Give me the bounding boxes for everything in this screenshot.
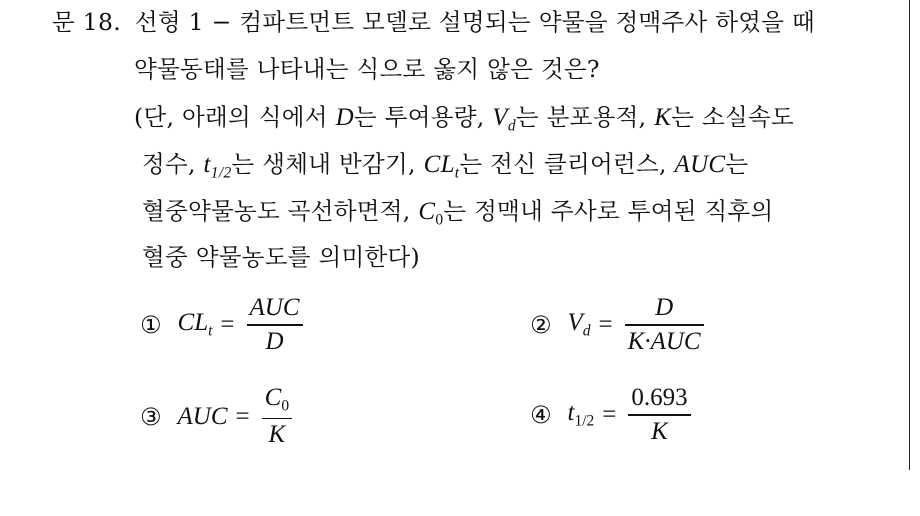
- option-3[interactable]: [140, 385, 296, 449]
- equals-sign: =: [598, 311, 613, 339]
- symbol-C0: $C_0$: [418, 198, 444, 229]
- numerator: AUC: [249, 294, 300, 321]
- note-text: (단, 아래의 식에서: [134, 103, 336, 131]
- equals-sign: =: [602, 401, 617, 429]
- note-line-4: [142, 243, 421, 271]
- note-line-2: [142, 152, 748, 181]
- symbol-K: K: [654, 104, 672, 131]
- numerator: D: [655, 294, 674, 321]
- symbol-D: D: [335, 104, 354, 131]
- note-text: 는 분포용적,: [515, 103, 655, 131]
- note-text: 는 투여용량,: [353, 103, 493, 131]
- formula-lhs: $t_{1/2}$: [567, 399, 595, 430]
- option-4[interactable]: [530, 385, 695, 445]
- symbol-V: $V_d$: [492, 104, 516, 135]
- fraction: [262, 385, 292, 449]
- denominator: D: [265, 327, 284, 355]
- note-text: 는 정맥내 주사로 투여된 직후의: [443, 197, 774, 225]
- question-stem-line-1: [52, 8, 816, 36]
- note-text: 는: [725, 150, 749, 178]
- option-marker: ①: [140, 311, 162, 340]
- denominator: K: [268, 421, 286, 449]
- question-number: 문 18.: [52, 8, 122, 36]
- note-text: 는 소실속도: [671, 103, 794, 131]
- denominator: K: [651, 417, 668, 445]
- option-marker: ④: [530, 401, 552, 430]
- question-stem-line-2: [134, 55, 600, 83]
- numerator: 0.693: [631, 384, 688, 411]
- option-1[interactable]: [140, 295, 307, 355]
- numerator: $C_0$: [264, 384, 290, 415]
- symbol-AUC: AUC: [674, 151, 726, 178]
- note-text: 는 전신 클리어런스,: [459, 150, 675, 178]
- symbol-t-half: $t_{1/2}$: [203, 151, 232, 182]
- option-marker: ③: [140, 402, 162, 431]
- equals-sign: =: [220, 311, 235, 339]
- question-text: 선형 1 − 컴파트먼트 모델로 설명되는 약물을 정맥주사 하였을 때: [134, 8, 816, 36]
- note-text: 혈중약물농도 곡선하면적,: [142, 197, 419, 225]
- symbol-CL: $CL_t$: [423, 151, 460, 182]
- fraction: [247, 295, 303, 355]
- formula-lhs: $V_d$: [567, 309, 591, 340]
- option-marker: ②: [530, 311, 552, 340]
- note-line-3: [142, 199, 773, 228]
- note-text: 는 생체내 반감기,: [231, 150, 424, 178]
- formula-lhs: AUC: [177, 402, 228, 430]
- note-text: 정수,: [142, 150, 204, 178]
- equals-sign: =: [235, 402, 250, 430]
- fraction: [625, 295, 704, 355]
- formula-lhs: $CL_t$: [177, 309, 213, 340]
- right-border-line: [909, 0, 911, 470]
- denominator: K·AUC: [627, 327, 701, 355]
- fraction: [628, 385, 690, 445]
- question-text-cont: 약물동태를 나타내는 식으로 옳지 않은 것은?: [134, 55, 600, 83]
- option-2[interactable]: [530, 295, 708, 355]
- note-text: 혈중 약물농도를 의미한다): [142, 243, 421, 271]
- note-line-1: [134, 105, 794, 134]
